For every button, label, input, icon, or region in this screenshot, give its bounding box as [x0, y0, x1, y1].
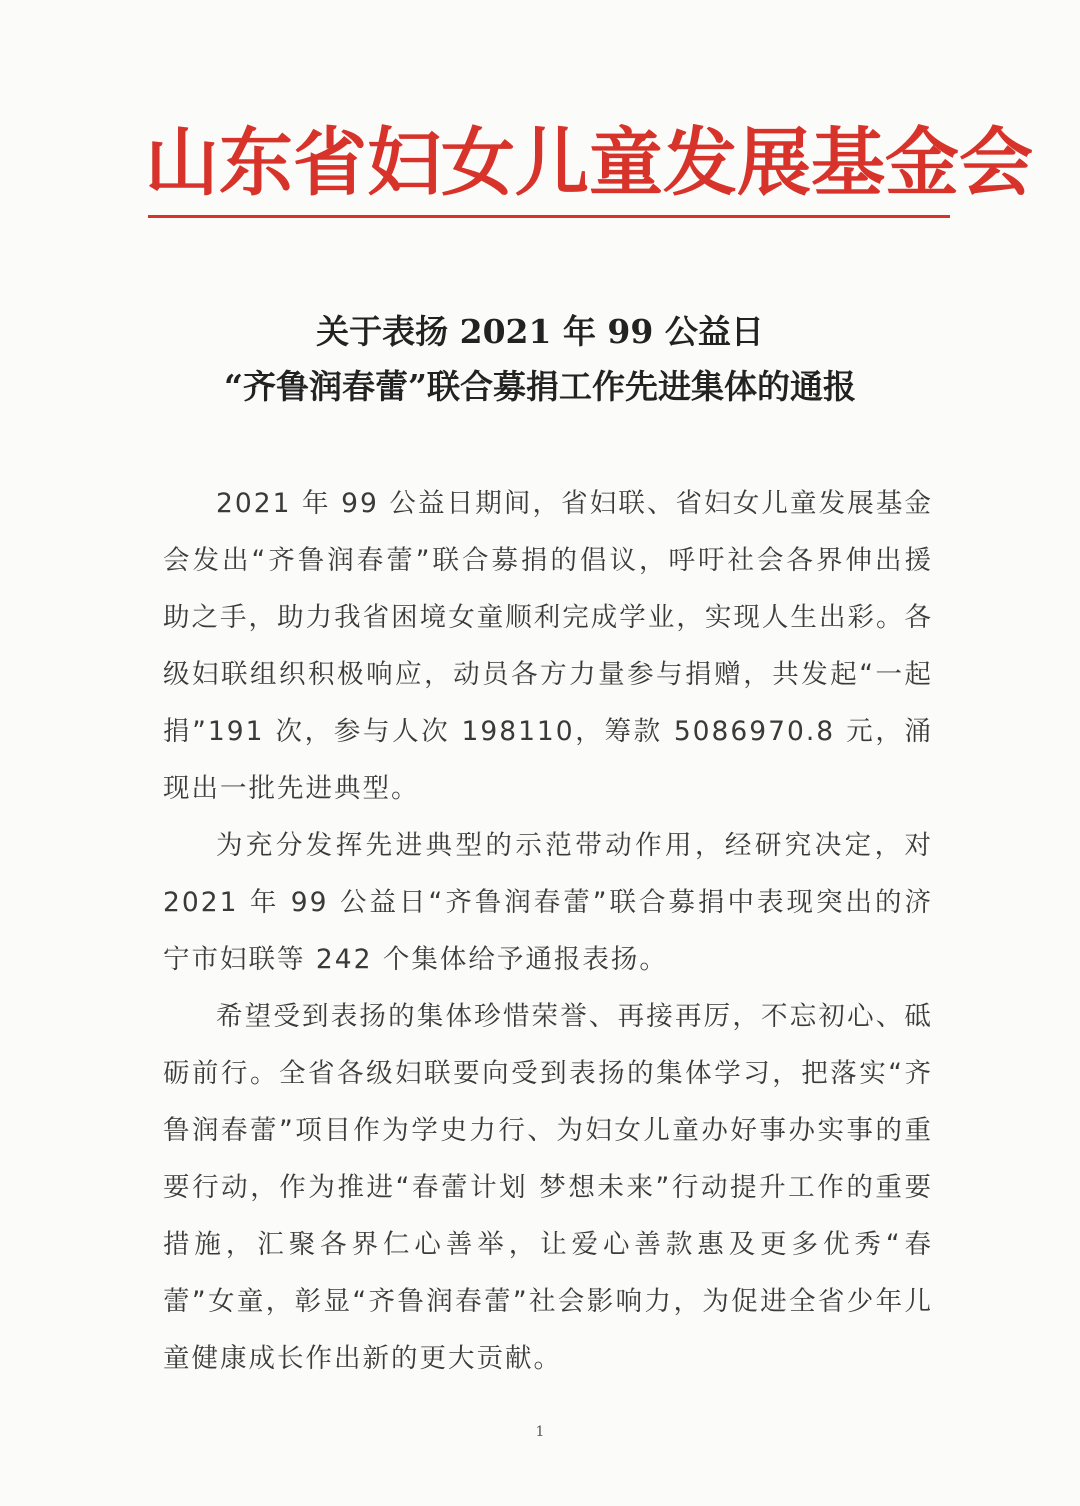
- page-number: 1: [535, 1424, 545, 1440]
- document-title-line-1: 关于表扬 2021 年 99 公益日: [316, 312, 764, 351]
- letterhead-red-rule: [148, 215, 950, 218]
- body-paragraph-3: 希望受到表扬的集体珍惜荣誉、再接再厉，不忘初心、砥砺前行。全省各级妇联要向受到表扬的集体学习，把落实“齐鲁润春蕾”项目作为学史力行、为妇女儿童办好事办实事的重要行动，作为推进“春蕾计划 梦想未来”行动提升工作的重要措施，汇聚各界仁心善举，让爱心善款惠及更多优秀“春蕾”女童，彰显“齐鲁润春蕾”社会影响力，为促进全省少年儿童健康成长作出新的更大贡献。: [163, 1001, 933, 1374]
- document-body: [163, 475, 933, 1387]
- letterhead-organization: 山东省妇女儿童发展基金会: [145, 120, 1033, 206]
- body-paragraph-2: 为充分发挥先进典型的示范带动作用，经研究决定，对 2021 年 99 公益日“齐鲁润春蕾”联合募捐中表现突出的济宁市妇联等 242 个集体给予通报表扬。: [163, 830, 933, 975]
- body-paragraph-1: 2021 年 99 公益日期间，省妇联、省妇女儿童发展基金会发出“齐鲁润春蕾”联合募捐的倡议，呼吁社会各界伸出援助之手，助力我省困境女童顺利完成学业，实现人生出彩。各级妇联组织积极响应，动员各方力量参与捐赠，共发起“一起捐”191 次，参与人次 198110，筹款 5086970.8 元，涌现出一批先进典型。: [163, 488, 933, 804]
- document-title-line-2: “齐鲁润春蕾”联合募捐工作先进集体的通报: [224, 367, 856, 406]
